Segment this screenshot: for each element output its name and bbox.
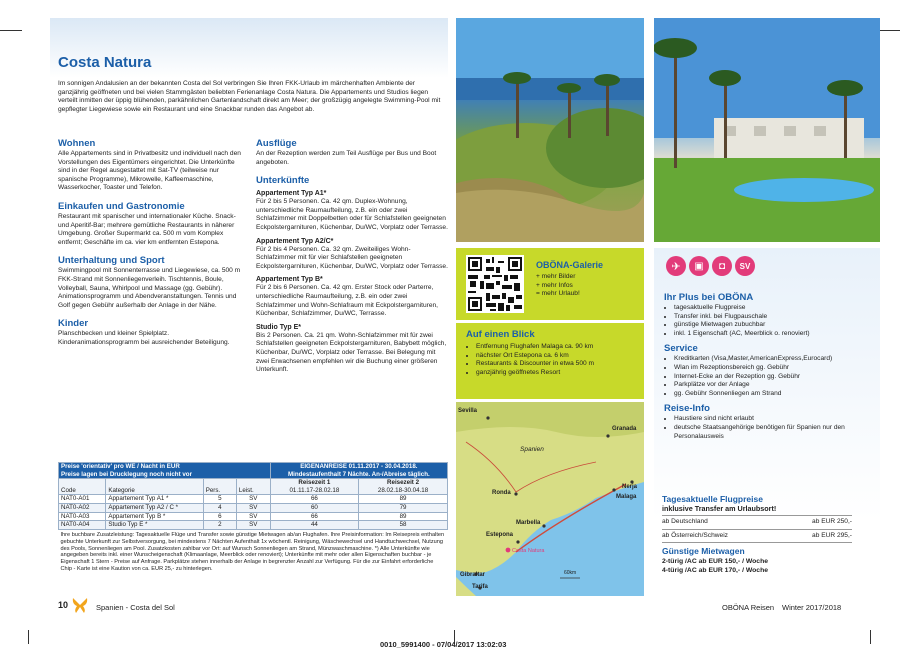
table-head-line: EIGENANREISE 01.11.2017 - 30.04.2018. [300, 463, 418, 470]
room-entry [256, 237, 448, 272]
qr-icon [466, 255, 524, 313]
room-name: Appartement Typ A2/C* [256, 237, 334, 245]
gallery-title: OBÖNA-Galerie [536, 260, 604, 270]
flight-subtitle: inklusive Transfer am Urlaubsort! [662, 504, 852, 516]
cell-service: SV [236, 503, 270, 512]
cell-category: Appartement Typ A2 / C * [106, 503, 203, 512]
service-item: • gg. Gebühr Sonnenliegen am Strand [674, 390, 874, 399]
car-row: 4-türig /AC ab EUR 170,- / Woche [662, 567, 768, 575]
footer-brand: OBÖNA Reisen [722, 603, 775, 612]
table-row [59, 495, 448, 504]
map-label-gibraltar: Gibraltar [460, 572, 486, 578]
travel-info-title: Reise-Info [664, 403, 710, 415]
cars-title: Günstige Mietwagen [662, 546, 745, 557]
glance-item: • nächster Ort Estepona ca. 6 km [476, 352, 640, 361]
resort-photo-sea [456, 18, 644, 242]
service-item: • Kreditkarten (Visa,Master,AmericanExpress,Eurocard) [674, 355, 874, 364]
glance-item: • ganzjährig geöffnetes Resort [476, 369, 640, 378]
flight-origin: ab Deutschland [662, 518, 708, 525]
cell-code: NAT0-A01 [59, 495, 106, 504]
table-head-right [270, 463, 447, 479]
service-item: • Internet-Ecke an der Rezeption gg. Gebühr [674, 373, 874, 382]
map-label-nerja: Nerja [622, 484, 638, 490]
cell-code: NAT0-A02 [59, 503, 106, 512]
flight-title: Tagesaktuelle Flugpreise [662, 494, 763, 504]
cell-persons: 2 [203, 521, 236, 530]
map-label-malaga: Malaga [616, 494, 637, 500]
cell-price: 44 [270, 521, 358, 530]
butterfly-logo-icon [71, 596, 89, 614]
map-label-sevilla: Sevilla [458, 408, 478, 414]
travel-info-list [674, 415, 874, 441]
room-name: Appartement Typ A1* [256, 190, 327, 198]
bus-icon: ▣ [689, 256, 709, 276]
price-notes: Ihre buchbare Zusatzleistung: Tagesaktuelle Flüge und Transfer sowie günstige Mietwagen ab/an Flughafen. Ihre Preisinformation: Im Reisepreis enthalten gebuchte Unterkunft zur Selbstversorgung, bei mindestens 7 Nächten Aufenthalt 1x wöchentl. Reinigung, Wäschewechsel und Handtuchwechsel, Nutzung des Pools, Sonnenliegen am Pool. Zusatzkosten zahlbar vor Ort: auf Wunsch Sonnenliegen am Strand, Münzwaschmaschine. *) Alle Unterkünfte wie angegeben bereits inkl. einer Wunscheigenschaft (Klimaanlage, Meerblick oder renoviert); Unterkünfte mit mehr oder allen Eigenschaften buchbar - je Eigenschaft 1 Stern - Preise auf Anfrage. Parkplätze stehen innerhalb der Anlage in begrenzter Anzahl zur Verfügung. Für die zur Einfahrt erforderliche Chip - Karte ist eine Kaution von ca. EUR 25,- zu hinterlegen. [60, 531, 445, 573]
footer-season: Winter 2017/2018 [782, 603, 842, 612]
table-head-line: Preise 'orientativ' pro WE / Nacht in EUR [61, 463, 180, 470]
cell-service: SV [236, 512, 270, 521]
car-icon: ◘ [712, 256, 732, 276]
glance-title: Auf einen Blick [466, 329, 535, 340]
plus-title: Ihr Plus bei OBÖNA [664, 292, 754, 303]
season-header [270, 479, 358, 495]
crop-mark [28, 630, 29, 644]
season-dates: 01.11.17-28.02.18 [289, 486, 340, 494]
plus-item: • inkl. 1 Eigenschaft (AC, Meerblick o. renoviert) [674, 330, 874, 339]
room-name: Appartement Typ B* [256, 276, 323, 284]
footer-left: Spanien - Costa del Sol [96, 603, 175, 612]
section-text: Alle Appartements sind in Privatbesitz und individuell nach den Vorstellungen des Eigentümers eingerichtet. Die Unterkünfte sind in der Regel ausgestattet mit Sat-TV (teilweise nur spanische Programme), Mikrowelle, Kaffeemaschine, Wasserkocher, Toaster und Telefon. [58, 150, 241, 192]
section-heading: Wohnen [58, 138, 96, 149]
region-map [456, 402, 644, 596]
photo-illustration [456, 18, 644, 242]
section-kinder [58, 318, 248, 347]
service-title: Service [664, 343, 698, 355]
season-dates: 28.02.18-30.04.18 [377, 486, 429, 494]
season-label: Reisezeit 2 [387, 479, 420, 487]
page-title: Costa Natura [58, 54, 152, 71]
table-head-left [59, 463, 271, 479]
cell-code: NAT0-A04 [59, 521, 106, 530]
room-entry [256, 189, 448, 232]
room-entry [256, 323, 448, 375]
room-text: Für 2 bis 4 Personen. Ca. 32 qm. Zweiteiliges Wohn-Schlafzimmer mit für vier Schlafstellen geeigneten Eckpolstergarnituren, Küchenbar, Du/WC, Vorplatz oder Terrasse. [256, 245, 448, 270]
table-head-line: Mindestaufenthalt 7 Nächte. An-/Abreise täglich. [287, 470, 430, 478]
cell-code: NAT0-A03 [59, 512, 106, 521]
map-label-granada: Granada [612, 426, 637, 432]
print-id: 0010_5991400 - 07/04/2017 13:02:03 [380, 640, 507, 649]
cell-price: 66 [270, 495, 358, 504]
cell-category: Studio Typ E * [106, 521, 203, 530]
flight-row [662, 516, 852, 530]
cell-price: 89 [359, 512, 448, 521]
page-number: 10 [58, 600, 69, 610]
map-label-tarifa: Tarifa [472, 584, 488, 590]
crop-mark [0, 30, 22, 31]
middle-column [256, 138, 448, 375]
col-header: Kategorie [106, 479, 203, 495]
flight-origin: ab Österreich/Schweiz [662, 531, 728, 539]
cell-service: SV [236, 521, 270, 530]
resort-photo-pool [654, 18, 880, 242]
intro-text: Im sonnigen Andalusien an der bekannten Costa del Sol verbringen Sie Ihren FKK-Urlaub im märchenhaften Ambiente der ganzjährig geöffneten und bei vielen Stammgästen beliebten Ferienanlage Costa Natura. Die Appartements und Studios liegen verteilt inmitten der üppig blühenden, parkähnlichen Gartenlandschaft direkt am Meer; der großzügig angelegte Swimming-Pool mit gepflegter Liegewiese sowie ein Restaurant und eine Snackbar runden das Angebot ab. [58, 80, 441, 113]
qr-code[interactable] [466, 255, 524, 313]
flight-box [662, 488, 852, 596]
table-row [59, 521, 448, 530]
season-label: Reisezeit 1 [298, 479, 331, 487]
section-heading: Kinder [58, 318, 89, 330]
glance-item: • Entfernung Flughafen Malaga ca. 90 km [476, 343, 640, 352]
plus-item: • tagesaktuelle Flugpreise [674, 304, 874, 313]
car-row: 2-türig /AC ab EUR 150,- / Woche [662, 558, 768, 566]
section-text: Swimmingpool mit Sonnenterrasse und Liegewiese, ca. 500 m FKK-Strand mit Sonnenliegenverleih. Tischtennis, Boule, Volleyball, Sauna, Whirlpool und Massage (gg. Gebühr). Animationsprogramm und Abendveranstaltungen. Tennis und Golf gegen Gebühr außerhalb der Anlage in der Nähe. [58, 267, 241, 309]
section-unterhaltung [58, 255, 248, 310]
airplane-icon: ✈ [666, 256, 686, 276]
plus-content [664, 292, 874, 441]
left-column [58, 138, 248, 356]
section-heading: Ausflüge [256, 138, 297, 149]
map-label-country: Spanien [520, 446, 544, 453]
flight-price: ab EUR 295,- [812, 531, 852, 539]
price-table [58, 462, 448, 573]
gallery-item: = mehr Urlaub! [536, 290, 580, 298]
cell-service: SV [236, 495, 270, 504]
service-item: • Wlan im Rezeptionsbereich gg. Gebühr [674, 364, 874, 373]
plus-item: • Transfer inkl. bei Flugpauschale [674, 313, 874, 322]
season-header [359, 479, 448, 495]
map-scale: 60km [564, 570, 577, 576]
travel-info-item: • Haustiere sind nicht erlaubt [674, 415, 874, 424]
col-header: Code [59, 479, 106, 495]
section-heading: Unterhaltung und Sport [58, 255, 165, 267]
plus-list [674, 304, 874, 338]
crop-mark [870, 630, 871, 644]
room-text: Bis 2 Personen. Ca. 21 qm. Wohn-Schlafzimmer mit für zwei Schlafstellen geeigneten Eckpolstergarnituren, Babybett möglich, Küchenbar, Du/WC, Vorplatz oder Terrasse. Bei Belegung mit zwei Erwachsenen empfehlen wir die Buchung einer größeren Unterkunft. [256, 331, 447, 374]
section-heading: Einkaufen und Gastronomie [58, 200, 185, 212]
room-name: Studio Typ E* [256, 323, 301, 331]
room-entry [256, 275, 448, 318]
cell-price: 89 [359, 495, 448, 504]
section-text: Planschbecken und kleiner Spielplatz. Kinderanimationsprogramm bei ausreichender Beteiligung. [58, 330, 230, 346]
service-list [674, 355, 874, 398]
col-header: Leist. [236, 479, 270, 495]
cell-price: 79 [359, 503, 448, 512]
cell-category: Appartement Typ B * [106, 512, 203, 521]
section-einkaufen [58, 201, 248, 247]
room-text: Für 2 bis 5 Personen. Ca. 42 qm. Duplex-Wohnung, unterschiedliche Raumaufteilung, z.B. ein oder zwei Schlafzimmer mit Doppelbetten oder für Schlafstellen geeigneten Eckpolstergarnituren, Küchenbar, Du/WC, Vorplatz oder Terrasse. [256, 198, 448, 231]
table-row [59, 503, 448, 512]
map-label-estepona: Estepona [486, 532, 514, 538]
feature-badges [666, 256, 755, 276]
cell-persons: 5 [203, 495, 236, 504]
cell-category: Appartement Typ A1 * [106, 495, 203, 504]
cell-price: 66 [270, 512, 358, 521]
plus-item: • günstige Mietwagen zubuchbar [674, 321, 874, 330]
section-heading: Unterkünfte [256, 175, 310, 187]
travel-info-item: • deutsche Staatsangehörige benötigen für Spanien nur den Personalausweis [674, 424, 874, 441]
gallery-item: + mehr Bilder [536, 273, 576, 280]
section-text: Restaurant mit spanischer und internationaler Küche. Snack- und Aperitif-Bar; mehrere gemütliche Restaurants in näherer Umgebung. Großer Supermarkt ca. 500 m vom Komplex entfernt; Geschäfte im ca. vier km entfernten Estepona. [58, 212, 236, 246]
cell-price: 58 [359, 521, 448, 530]
section-text: An der Rezeption werden zum Teil Ausflüge per Bus und Boot angeboten. [256, 150, 437, 166]
map-label-resort: Costa Natura [512, 548, 545, 554]
room-text: Für 2 bis 6 Personen. Ca. 42 qm. Erster Stock oder Parterre, unterschiedliche Raumaufteilung, z.B. ein oder zwei Schlafzimmer und Wohn-Schlafraum mit Eckpolstergarnituren, Küchenbar, Schlafzimmer, Du/WC, Terrasse. [256, 284, 439, 318]
section-ausfluege [256, 138, 448, 167]
col-header: Pers. [203, 479, 236, 495]
cell-persons: 4 [203, 503, 236, 512]
crop-mark [878, 30, 900, 31]
service-item: • Parkplätze vor der Anlage [674, 381, 874, 390]
flight-price: ab EUR 250,- [812, 518, 852, 525]
cell-price: 60 [270, 503, 358, 512]
flight-row [662, 530, 852, 544]
cell-persons: 6 [203, 512, 236, 521]
table-row [59, 512, 448, 521]
gallery-item: + mehr Infos [536, 281, 573, 289]
map-label-ronda: Ronda [492, 490, 511, 496]
map-label-marbella: Marbella [516, 520, 541, 526]
photo-illustration [654, 18, 880, 242]
glance-item: • Restaurants & Discounter in etwa 500 m [476, 360, 640, 369]
table-head-line: Preise lagen bei Drucklegung noch nicht vor [61, 470, 192, 478]
self-catering-badge: SV [735, 256, 755, 276]
glance-list [476, 343, 640, 377]
gallery-list [536, 273, 580, 299]
section-wohnen [58, 138, 248, 193]
